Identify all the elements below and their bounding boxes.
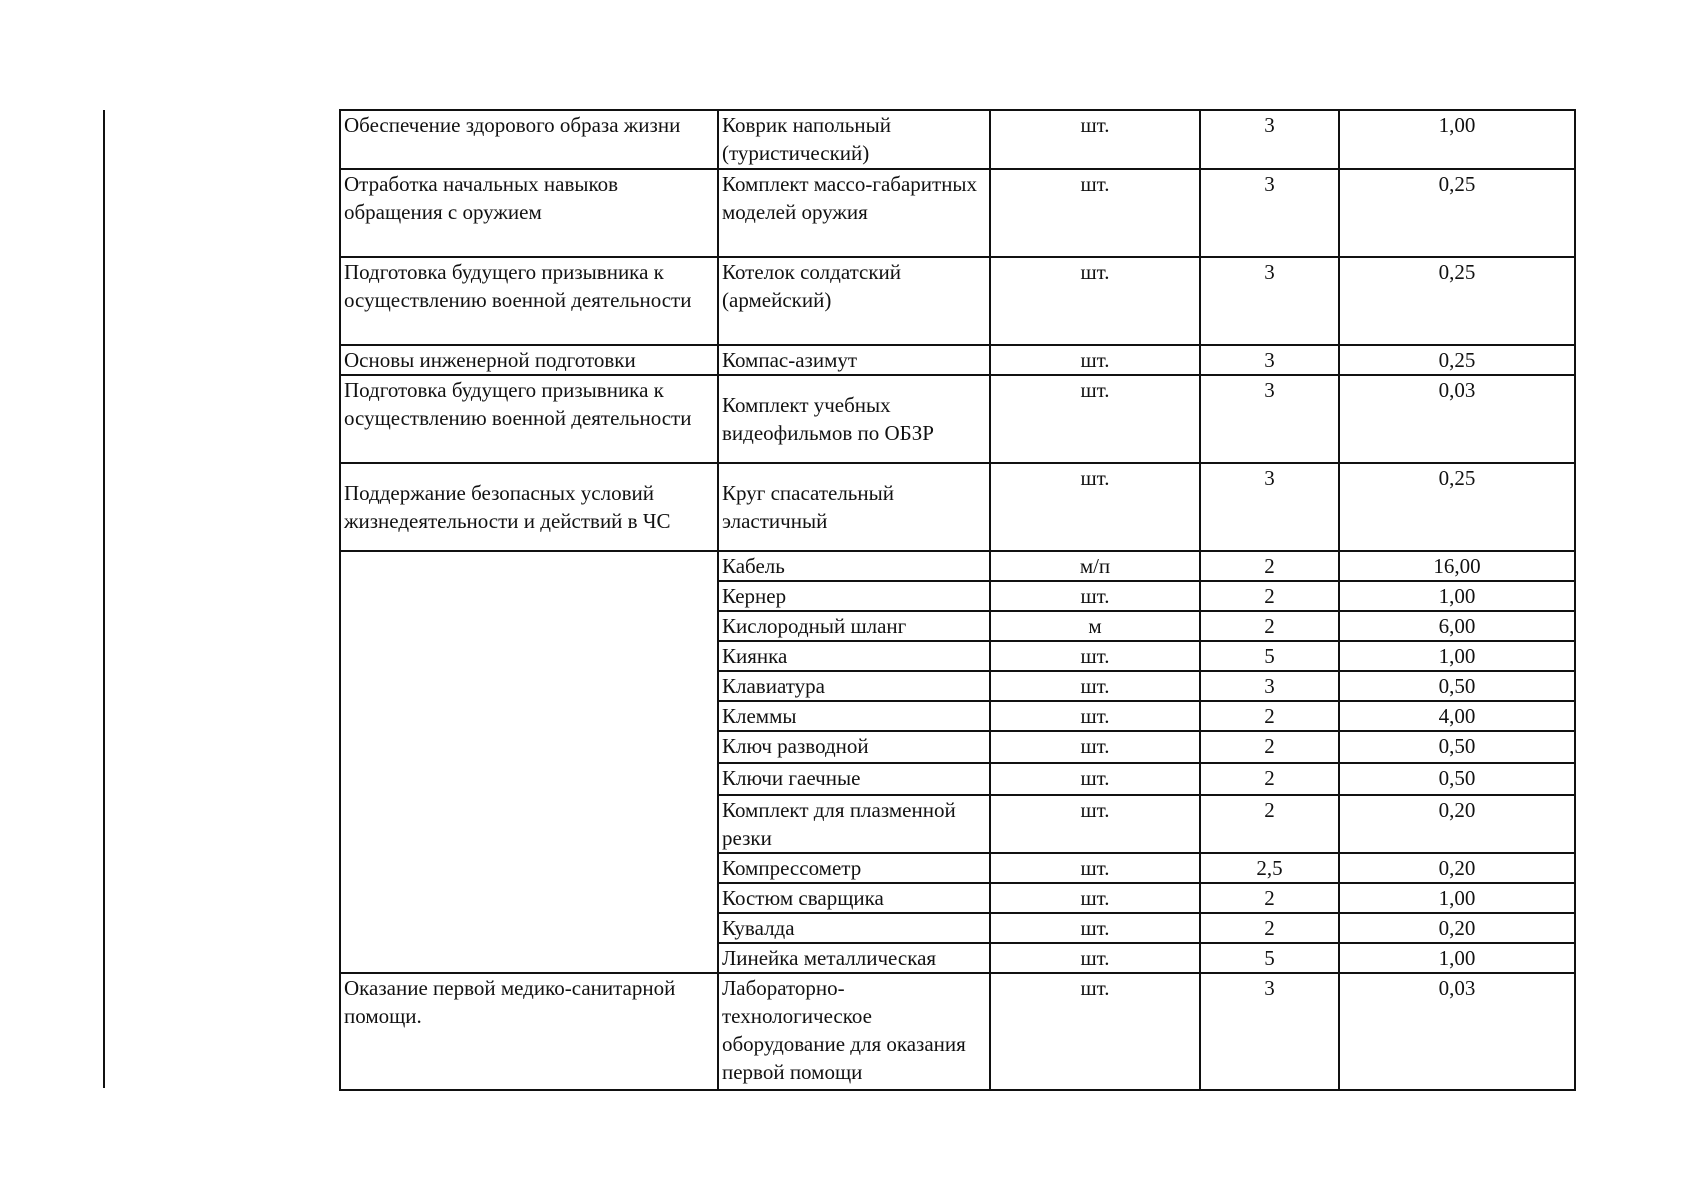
value-cell: 1,00	[1339, 641, 1575, 671]
quantity-cell: 2	[1200, 913, 1339, 943]
table-row	[340, 345, 1575, 375]
quantity-cell: 3	[1200, 110, 1339, 169]
quantity-cell: 3	[1200, 375, 1339, 463]
value-cell: 0,20	[1339, 853, 1575, 883]
equipment-table	[339, 109, 1576, 1091]
item-cell: Кислородный шланг	[718, 611, 990, 641]
section-cell: Отработка начальных навыков обращения с оружием	[340, 169, 718, 257]
unit-cell: шт.	[990, 463, 1200, 551]
value-cell: 4,00	[1339, 701, 1575, 731]
section-cell: Оказание первой медико-санитарной помощи.	[340, 973, 718, 1090]
quantity-cell: 2	[1200, 883, 1339, 913]
value-cell: 0,25	[1339, 257, 1575, 345]
item-cell: Киянка	[718, 641, 990, 671]
quantity-cell: 2	[1200, 701, 1339, 731]
item-cell: Компрессометр	[718, 853, 990, 883]
table-row	[340, 257, 1575, 345]
quantity-cell: 2	[1200, 731, 1339, 763]
quantity-cell: 3	[1200, 463, 1339, 551]
item-cell: Лабораторно-технологическое оборудование для оказания первой помощи	[718, 973, 990, 1090]
quantity-cell: 3	[1200, 169, 1339, 257]
unit-cell: шт.	[990, 973, 1200, 1090]
item-cell: Ключи гаечные	[718, 763, 990, 795]
item-cell: Коврик напольный (туристический)	[718, 110, 990, 169]
quantity-cell: 3	[1200, 671, 1339, 701]
unit-cell: м/п	[990, 551, 1200, 581]
unit-cell: шт.	[990, 943, 1200, 973]
table-row	[340, 463, 1575, 551]
item-cell: Клавиатура	[718, 671, 990, 701]
quantity-cell: 5	[1200, 641, 1339, 671]
quantity-cell: 5	[1200, 943, 1339, 973]
section-cell: Обеспечение здорового образа жизни	[340, 110, 718, 169]
unit-cell: шт.	[990, 731, 1200, 763]
item-cell: Ключ разводной	[718, 731, 990, 763]
section-cell: Основы инженерной подготовки	[340, 345, 718, 375]
unit-cell: шт.	[990, 110, 1200, 169]
value-cell: 1,00	[1339, 581, 1575, 611]
value-cell: 0,20	[1339, 795, 1575, 853]
item-cell: Круг спасательный эластичный	[718, 463, 990, 551]
value-cell: 0,25	[1339, 345, 1575, 375]
quantity-cell: 3	[1200, 973, 1339, 1090]
quantity-cell: 2	[1200, 581, 1339, 611]
value-cell: 0,25	[1339, 463, 1575, 551]
table-row	[340, 973, 1575, 1090]
unit-cell: шт.	[990, 763, 1200, 795]
unit-cell: шт.	[990, 795, 1200, 853]
value-cell: 0,03	[1339, 973, 1575, 1090]
item-cell: Комплект массо-габаритных моделей оружия	[718, 169, 990, 257]
table-row	[340, 169, 1575, 257]
value-cell: 0,50	[1339, 671, 1575, 701]
unit-cell: шт.	[990, 913, 1200, 943]
value-cell: 0,20	[1339, 913, 1575, 943]
unit-cell: шт.	[990, 169, 1200, 257]
quantity-cell: 2,5	[1200, 853, 1339, 883]
table-row	[340, 375, 1575, 463]
section-cell: Подготовка будущего призывника к осуществлению военной деятельности	[340, 257, 718, 345]
table-body	[340, 110, 1575, 1090]
unit-cell: шт.	[990, 641, 1200, 671]
quantity-cell: 2	[1200, 551, 1339, 581]
value-cell: 16,00	[1339, 551, 1575, 581]
table-row	[340, 110, 1575, 169]
section-cell	[340, 551, 718, 973]
value-cell: 0,50	[1339, 731, 1575, 763]
table-row	[340, 551, 1575, 581]
item-cell: Компас-азимут	[718, 345, 990, 375]
quantity-cell: 2	[1200, 611, 1339, 641]
item-cell: Кувалда	[718, 913, 990, 943]
value-cell: 1,00	[1339, 943, 1575, 973]
value-cell: 6,00	[1339, 611, 1575, 641]
margin-line	[103, 110, 105, 1088]
item-cell: Комплект для плазменной резки	[718, 795, 990, 853]
item-cell: Кабель	[718, 551, 990, 581]
value-cell: 0,25	[1339, 169, 1575, 257]
unit-cell: шт.	[990, 853, 1200, 883]
unit-cell: шт.	[990, 701, 1200, 731]
section-cell: Поддержание безопасных условий жизнедеятельности и действий в ЧС	[340, 463, 718, 551]
unit-cell: м	[990, 611, 1200, 641]
section-cell: Подготовка будущего призывника к осуществлению военной деятельности	[340, 375, 718, 463]
item-cell: Кернер	[718, 581, 990, 611]
item-cell: Линейка металлическая	[718, 943, 990, 973]
value-cell: 0,03	[1339, 375, 1575, 463]
quantity-cell: 3	[1200, 345, 1339, 375]
unit-cell: шт.	[990, 581, 1200, 611]
unit-cell: шт.	[990, 671, 1200, 701]
unit-cell: шт.	[990, 345, 1200, 375]
quantity-cell: 3	[1200, 257, 1339, 345]
quantity-cell: 2	[1200, 795, 1339, 853]
unit-cell: шт.	[990, 375, 1200, 463]
item-cell: Костюм сварщика	[718, 883, 990, 913]
unit-cell: шт.	[990, 883, 1200, 913]
item-cell: Клеммы	[718, 701, 990, 731]
unit-cell: шт.	[990, 257, 1200, 345]
quantity-cell: 2	[1200, 763, 1339, 795]
item-cell: Котелок солдатский (армейский)	[718, 257, 990, 345]
item-cell: Комплект учебных видеофильмов по ОБЗР	[718, 375, 990, 463]
value-cell: 1,00	[1339, 883, 1575, 913]
value-cell: 0,50	[1339, 763, 1575, 795]
value-cell: 1,00	[1339, 110, 1575, 169]
